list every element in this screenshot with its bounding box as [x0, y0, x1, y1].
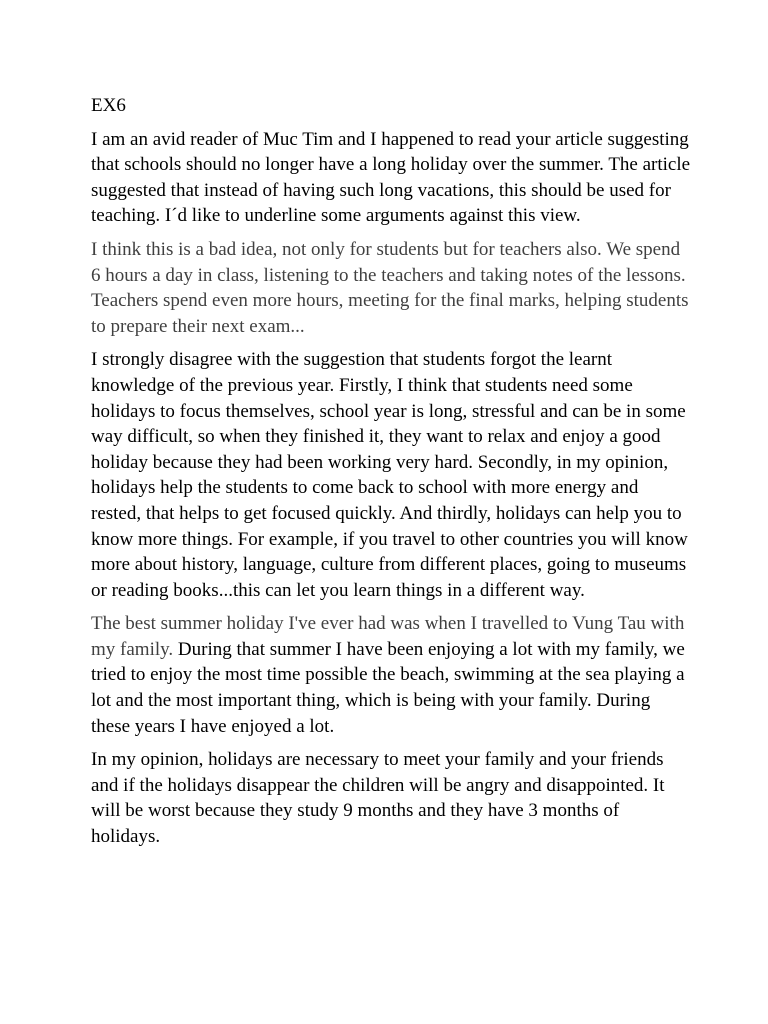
paragraph-best-holiday [91, 611, 691, 739]
document-page [91, 93, 691, 858]
document-title: EX6 [91, 95, 126, 116]
paragraph-best-holiday-lead: The best summer holiday I've ever had was when I travelled to Vung Tau with my family. [91, 613, 685, 660]
paragraph-disagree: I strongly disagree with the suggestion that students forgot the learnt knowledge of the previous year. Firstly, I think that students need some holidays to focus themselves, school year is long, stressful and can be in some way difficult, so when they finished it, they want to relax and enjoy a good holiday because they had been working very hard. Secondly, in my opinion, holidays help the students to come back to school with more energy and rested, that helps to get focused quickly. And thirdly, holidays can help you to know more things. For example, if you travel to other countries you will know more about history, language, culture from different places, going to museums or reading books...this can let you learn things in a different way. [91, 349, 688, 601]
paragraph-conclusion: In my opinion, holidays are necessary to meet your family and your friends and if the holidays disappear the children will be angry and disappointed. It will be worst because they study 9 months and they have 3 months of holidays. [91, 749, 665, 848]
paragraph-bad-idea: I think this is a bad idea, not only for students but for teachers also. We spend 6 hours a day in class, listening to the teachers and taking notes of the lessons. Teachers spend even more hours, meeting for the final marks, helping students to prepare their next exam... [91, 238, 689, 337]
paragraph-best-holiday-rest: During that summer I have been enjoying a lot with my family, we tried to enjoy the most time possible the beach, swimming at the sea playing a lot and the most important thing, which is being with your family. During these years I have enjoyed a lot. [91, 638, 685, 737]
paragraph-intro: I am an avid reader of Muc Tim and I happened to read your article suggesting that schools should no longer have a long holiday over the summer. The article suggested that instead of having such long vacations, this should be used for teaching. I´d like to underline some arguments against this view. [91, 128, 691, 227]
